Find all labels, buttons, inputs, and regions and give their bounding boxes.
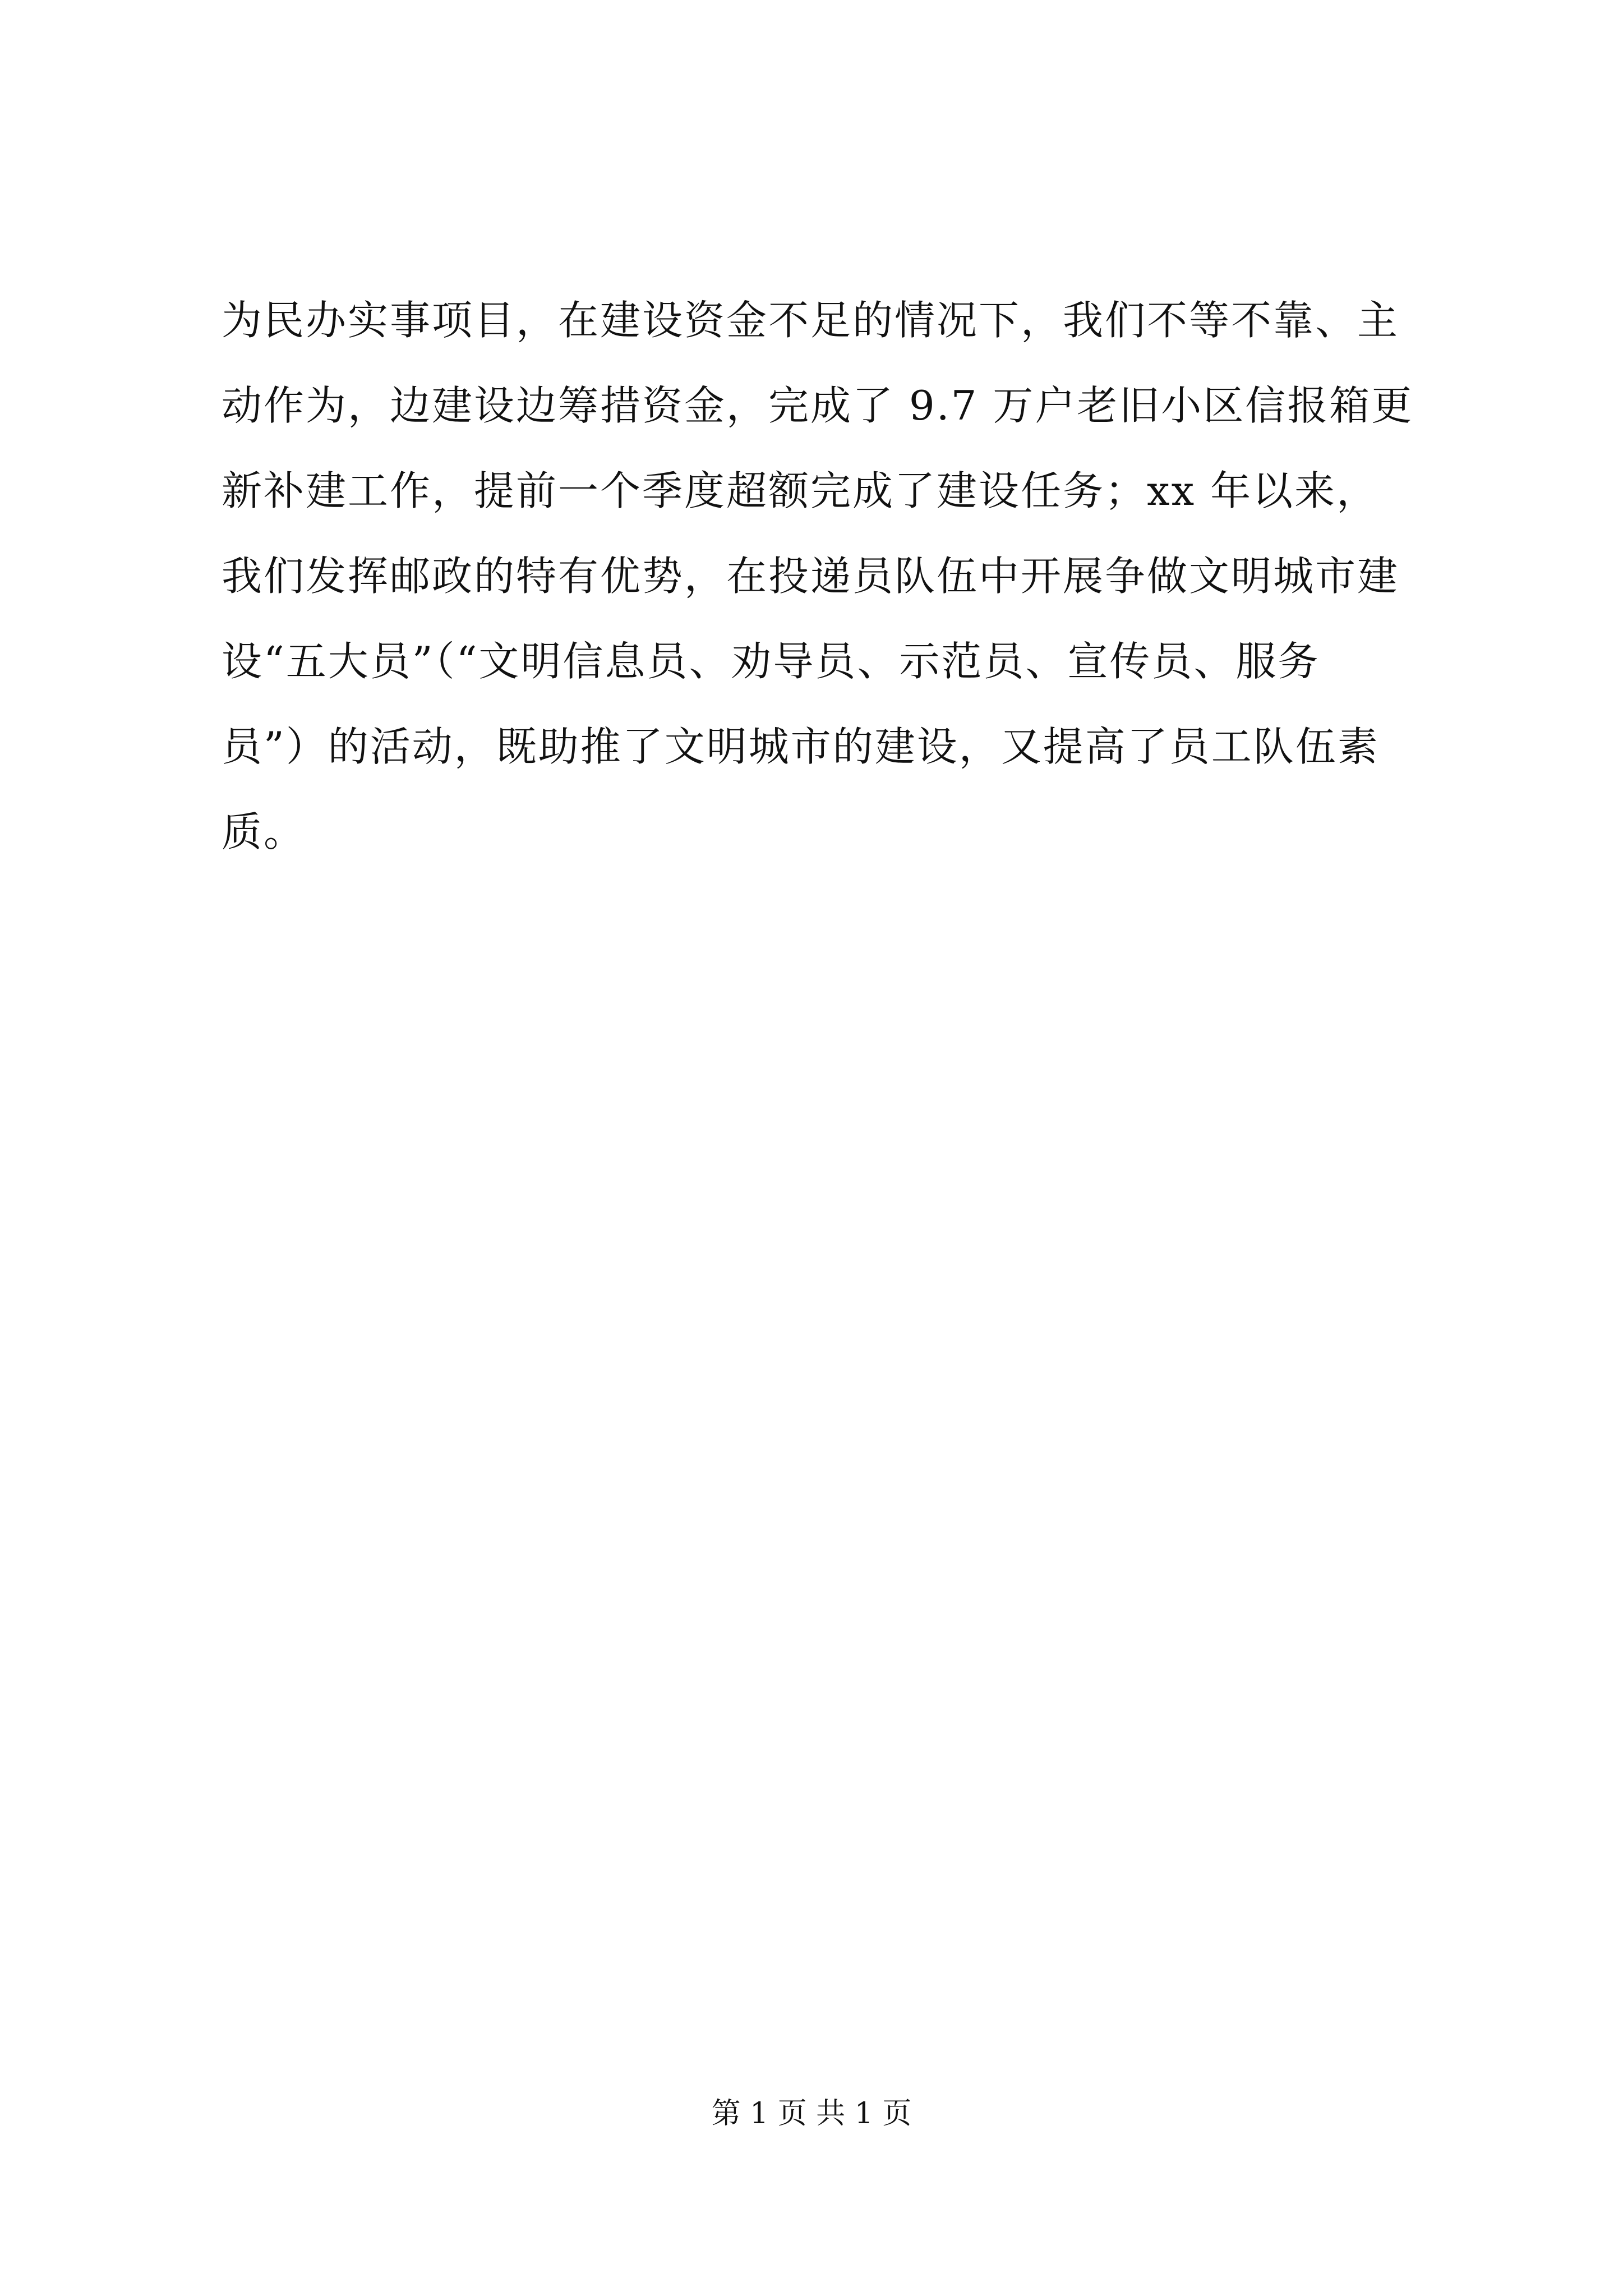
paragraph-line-3: 新补建工作，提前一个季度超额完成了建设任务；xx 年以来， <box>222 467 1379 514</box>
body-paragraph <box>222 297 1455 897</box>
paragraph-line-1: 为民办实事项目，在建设资金不足的情况下，我们不等不靠、主 <box>222 297 1400 344</box>
paragraph-line-2: 动作为，边建设边筹措资金，完成了 9.7 万户老旧小区信报箱更 <box>222 382 1414 429</box>
paragraph-line-6: 员”）的活动，既助推了文明城市的建设，又提高了员工队伍素 <box>222 723 1380 770</box>
paragraph-line-5: 设“五大员”（“文明信息员、劝导员、示范员、宣传员、服务 <box>222 638 1320 685</box>
paragraph-line-4: 我们发挥邮政的特有优势，在投递员队伍中开展争做文明城市建 <box>222 553 1400 600</box>
paragraph-line-7: 质。 <box>222 808 306 855</box>
page-footer: 第 1 页 共 1 页 <box>711 2097 912 2131</box>
